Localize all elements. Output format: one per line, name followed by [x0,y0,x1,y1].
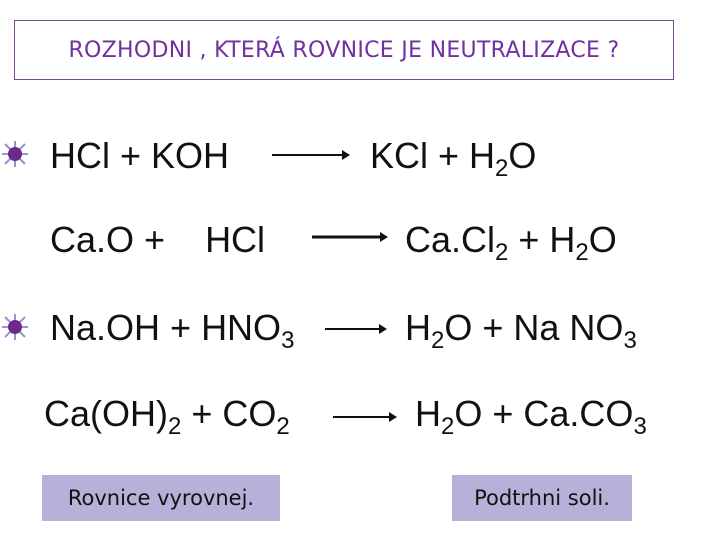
underline-salts-label: Podtrhni soli. [474,486,610,510]
title-box [14,20,674,80]
page-title: ROZHODNI , KTERÁ ROVNICE JE NEUTRALIZACE ? [68,37,620,63]
balance-equations-label: Rovnice vyrovnej. [67,486,255,510]
equation-2-reactants: Ca.O + HCl [50,219,266,260]
equation-3-reactants: $Na.OH + HNO_3$ [50,307,295,354]
flower-bullet-icon [0,139,30,169]
equation-4-products: $H_2O + Ca.CO_3$ [415,393,647,440]
equation-1-reactants: HCl + KOH [50,135,230,176]
underline-salts-button[interactable] [452,475,632,521]
reaction-arrow-icon [325,322,387,336]
reaction-arrow-icon [312,230,388,244]
equation-2-products: $Ca.Cl_2 + H_2O$ [405,219,617,266]
balance-equations-button[interactable] [42,475,280,521]
flower-bullet-icon [0,312,30,342]
reaction-arrow-icon [333,410,397,424]
equation-4-reactants: $Ca(OH)_2 + CO_2$ [44,393,290,440]
equation-1-products: KCl + $H_2O$ [370,135,537,182]
equation-3-products: $H_2O + Na$ $NO_3$ [405,307,637,354]
reaction-arrow-icon [272,148,350,162]
